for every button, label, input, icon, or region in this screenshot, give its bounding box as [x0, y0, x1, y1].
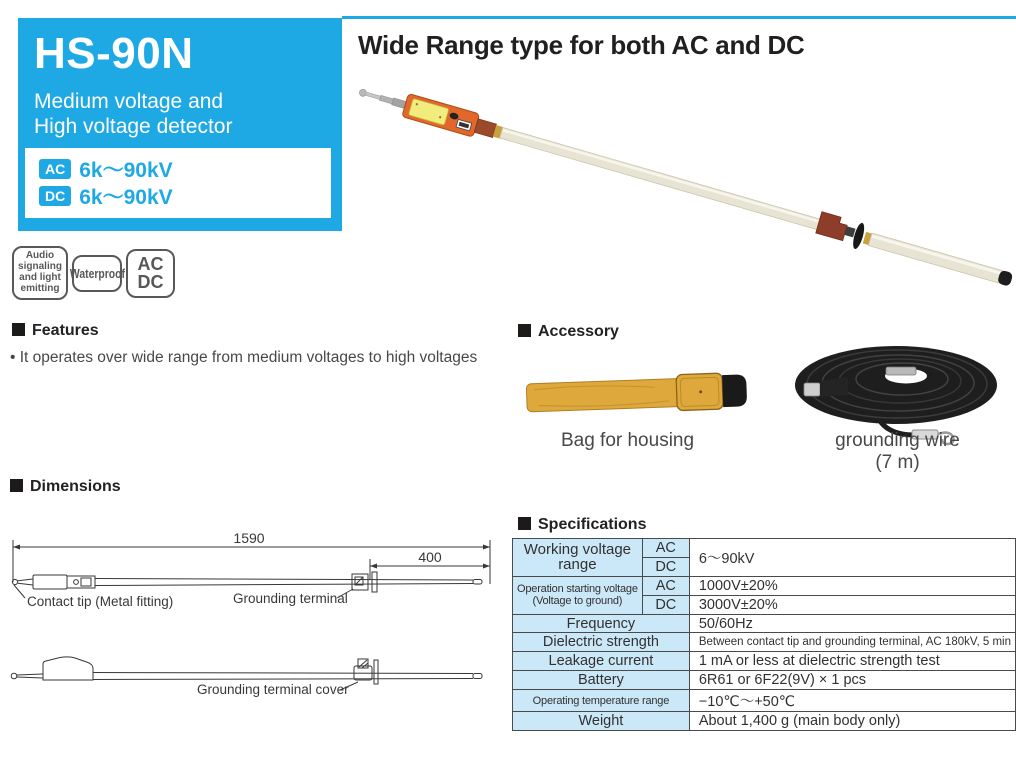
spec-sub-ac: AC [642, 539, 689, 558]
acdc-badge-label [138, 256, 164, 290]
wire-caption [790, 430, 1005, 474]
ac-range-value: 6k～90kV [79, 158, 173, 182]
waterproof-badge-label: Waterproof [69, 266, 125, 281]
wire-caption-line2: (7 m) [875, 451, 920, 473]
badge-text: signaling [18, 261, 62, 273]
dim-grip-length: 400 [418, 549, 442, 565]
section-square-icon [518, 324, 531, 337]
operation-label-line1: Operation starting voltage [517, 583, 638, 596]
dc-range-value: 6k～90kV [79, 185, 173, 209]
spec-label-frequency: Frequency [513, 614, 690, 633]
specifications-heading [518, 516, 646, 534]
specifications-heading-text: Specifications [538, 516, 647, 533]
dimension-drawing-main [6, 528, 506, 620]
badge-text: AC [137, 254, 164, 275]
table-row [513, 690, 1016, 712]
dimensions-heading [10, 478, 121, 496]
model-name: HS-90N [34, 29, 194, 78]
acdc-badge [126, 249, 175, 298]
badge-text: Audio [25, 250, 55, 262]
table-row [513, 539, 1016, 558]
accessory-heading [518, 323, 619, 341]
spec-label-dielectric: Dielectric strength [513, 633, 690, 652]
wire-caption-line1: grounding wire [835, 430, 960, 451]
specifications-table [512, 538, 1016, 731]
table-row [513, 614, 1016, 633]
table-row [513, 576, 1016, 595]
operation-label-line2: (Voltage to ground) [532, 595, 623, 608]
subtitle-line2: High voltage detector [34, 114, 233, 138]
section-square-icon [518, 517, 531, 530]
contact-tip-label: Contact tip (Metal fitting) [27, 594, 174, 609]
bag-photo [518, 360, 758, 426]
spec-sub-dc: DC [642, 595, 689, 614]
spec-sub-dc: DC [642, 557, 689, 576]
table-row [513, 633, 1016, 652]
voltage-range-box [25, 148, 331, 218]
tagline: Wide Range type for both AC and DC [358, 30, 805, 60]
spec-value-dielectric: Between contact tip and grounding terminal, AC 180kV, 5 min [689, 633, 1015, 652]
table-row [513, 652, 1016, 671]
grounding-cover-label: Grounding terminal cover [197, 682, 349, 697]
dim-total-length: 1590 [233, 530, 265, 546]
model-subtitle [34, 90, 342, 140]
grounding-terminal-label: Grounding terminal [233, 591, 348, 606]
dc-range-row [39, 182, 331, 209]
spec-sub-ac: AC [642, 576, 689, 595]
spec-value-operation-dc: 3000V±20% [689, 595, 1015, 614]
section-square-icon [12, 323, 25, 336]
accent-rule [342, 16, 1016, 19]
subtitle-line1: Medium voltage and [34, 90, 224, 113]
table-row [513, 671, 1016, 690]
feature-item: • It operates over wide range from medium voltages to high voltages [10, 349, 477, 367]
spec-value-working-voltage: 6～90kV [689, 539, 1015, 577]
spec-label-operation-voltage [513, 576, 643, 614]
bag-caption: Bag for housing [560, 430, 695, 451]
brand-box [18, 18, 342, 231]
spec-value-leakage: 1 mA or less at dielectric strength test [689, 652, 1015, 671]
ac-range-row [39, 155, 331, 182]
spec-label-leakage: Leakage current [513, 652, 690, 671]
waterproof-badge [69, 255, 125, 292]
accessory-heading-text: Accessory [538, 323, 619, 340]
badge-text: emitting [20, 282, 60, 294]
spec-label-weight: Weight [513, 712, 690, 731]
spec-value-frequency: 50/60Hz [689, 614, 1015, 633]
dimension-drawing-cover [6, 646, 506, 710]
badge-text: and light [19, 272, 61, 283]
features-heading [12, 322, 99, 340]
spec-value-operation-ac: 1000V±20% [689, 576, 1015, 595]
table-row [513, 712, 1016, 731]
spec-label-temperature: Operating temperature range [513, 690, 690, 712]
dc-badge: DC [39, 186, 71, 206]
spec-value-temperature: −10℃～+50℃ [689, 690, 1015, 712]
spec-label-battery: Battery [513, 671, 690, 690]
product-photo [336, 78, 1014, 293]
audio-signal-badge-label [18, 251, 62, 294]
badge-text: DC [137, 271, 164, 292]
audio-signal-badge [12, 246, 68, 300]
features-heading-text: Features [32, 322, 99, 339]
spec-label-working-voltage: Working voltage range [513, 539, 643, 577]
ac-badge: AC [39, 159, 71, 179]
spec-value-weight: About 1,400 g (main body only) [689, 712, 1015, 731]
dimensions-heading-text: Dimensions [30, 478, 121, 495]
spec-value-battery: 6R61 or 6F22(9V) × 1 pcs [689, 671, 1015, 690]
section-square-icon [10, 479, 23, 492]
